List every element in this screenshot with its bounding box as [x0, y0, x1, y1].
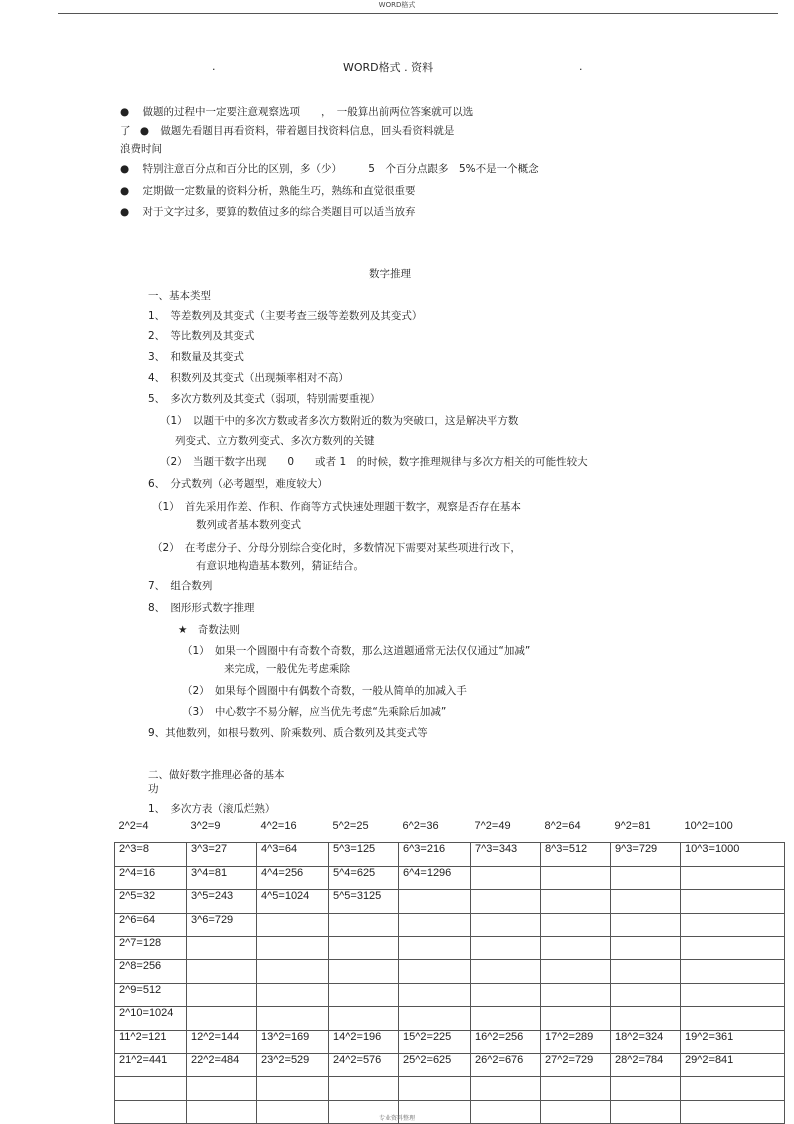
list-subitem: （2） 在考虑分子、分母分别综合变化时，多数情况下需要对某些项进行改下， — [152, 542, 521, 554]
table-cell — [471, 1077, 541, 1100]
page-header-label: WORD格式 — [378, 1, 416, 9]
list-subitem-cont: 数列或者基本数列变式 — [196, 519, 301, 531]
table-cell — [399, 890, 471, 913]
table-cell — [329, 960, 399, 983]
bullet-icon: ● — [139, 125, 150, 137]
table-cell — [329, 1077, 399, 1100]
table-cell — [257, 960, 329, 983]
table-row — [115, 983, 785, 1006]
table-caption: 1、 多次方表（滚瓜烂熟） — [148, 803, 276, 815]
table-cell — [681, 983, 785, 1006]
tip-prefix: 了 — [120, 125, 131, 137]
table-cell: 2^8=256 — [115, 960, 187, 983]
list-item: 3、 和数量及其变式 — [148, 351, 244, 363]
part2-title-cont: 功 — [148, 783, 159, 795]
table-cell: 5^4=625 — [329, 866, 399, 889]
table-cell — [329, 913, 399, 936]
table-cell — [681, 1007, 785, 1030]
table-cell: 17^2=289 — [541, 1030, 611, 1053]
table-row — [115, 1007, 785, 1030]
table-cell — [681, 1077, 785, 1100]
list-item: 4、 积数列及其变式（出现频率相对不高） — [148, 372, 349, 384]
tip-item — [120, 161, 539, 176]
tip-text: 做题的过程中一定要注意观察选项 ， 一般算出前两位答案就可以选 — [142, 106, 474, 118]
table-cell — [257, 1077, 329, 1100]
tip-item — [120, 104, 473, 119]
table-cell: 2^7=128 — [115, 936, 187, 959]
table-cell — [257, 913, 329, 936]
table-cell: 6^3=216 — [399, 843, 471, 866]
table-cell: 3^5=243 — [187, 890, 257, 913]
table-cell: 4^3=64 — [257, 843, 329, 866]
table-cell — [471, 960, 541, 983]
table-cell — [471, 983, 541, 1006]
table-cell — [611, 983, 681, 1006]
table-cell — [115, 1077, 187, 1100]
table-cell — [541, 890, 611, 913]
table-cell: 9^3=729 — [611, 843, 681, 866]
table-cell: 2^10=1024 — [115, 1007, 187, 1030]
section-title: 数字推理 — [369, 268, 411, 280]
list-item: 9、其他数列，如根号数列、阶乘数列、质合数列及其变式等 — [148, 727, 428, 739]
list-item: 8、 图形形式数字推理 — [148, 602, 255, 614]
table-cell — [541, 913, 611, 936]
table-row — [115, 843, 785, 866]
table-cell — [187, 936, 257, 959]
table-cell — [611, 866, 681, 889]
bullet-icon: ● — [120, 163, 130, 175]
table-row — [115, 866, 785, 889]
page-footer: 专业资料整理 — [378, 1115, 415, 1122]
table-cell: 9^2=81 — [614, 820, 651, 832]
table-cell: 28^2=784 — [611, 1053, 681, 1076]
tip-text: 特别注意百分点和百分比的区别，多（少） 5 个百分点跟多 5%不是一个概念 — [142, 163, 539, 175]
table-cell: 5^3=125 — [329, 843, 399, 866]
table-cell: 13^2=169 — [257, 1030, 329, 1053]
table-cell: 3^4=81 — [187, 866, 257, 889]
table-cell: 2^4=16 — [115, 866, 187, 889]
bullet-icon: ● — [120, 106, 130, 118]
title-dot-left: . — [212, 60, 216, 73]
table-cell — [329, 983, 399, 1006]
table-cell: 23^2=529 — [257, 1053, 329, 1076]
list-subitem: （1） 以题干中的多次方数或者多次方数附近的数为突破口，这是解决平方数 — [160, 415, 519, 427]
table-row — [115, 890, 785, 913]
table-cell: 29^2=841 — [681, 1053, 785, 1076]
table-cell — [471, 1007, 541, 1030]
table-cell: 19^2=361 — [681, 1030, 785, 1053]
tip-text: 做题先看题目再看资料，带着题目找资料信息，回头看资料就是 — [160, 125, 455, 137]
table-row — [115, 1053, 785, 1076]
table-cell: 2^9=512 — [115, 983, 187, 1006]
list-item: 1、 等差数列及其变式（主要考查三级等差数列及其变式） — [148, 310, 423, 322]
list-subitem: （1） 如果一个圆圈中有奇数个奇数，那么这道题通常无法仅仅通过“加减” — [182, 645, 531, 657]
list-subitem-cont: 列变式、立方数列变式、多次方数列的关键 — [175, 435, 375, 447]
header-rule — [58, 13, 778, 14]
table-cell: 21^2=441 — [115, 1053, 187, 1076]
table-cell: 22^2=484 — [187, 1053, 257, 1076]
table-cell — [257, 936, 329, 959]
table-cell — [541, 1007, 611, 1030]
list-item: 5、 多次方数列及其变式（弱项，特别需要重视） — [148, 393, 381, 405]
table-cell — [471, 936, 541, 959]
table-cell — [611, 936, 681, 959]
bullet-icon: ● — [120, 206, 130, 218]
tip-item — [120, 123, 454, 138]
table-cell: 25^2=625 — [399, 1053, 471, 1076]
tip-text: 对于文字过多，要算的数值过多的综合类题目可以适当放弃 — [142, 206, 416, 218]
table-cell — [187, 983, 257, 1006]
table-cell: 2^3=8 — [115, 843, 187, 866]
table-cell: 4^5=1024 — [257, 890, 329, 913]
table-cell — [611, 913, 681, 936]
list-item: 7、 组合数列 — [148, 580, 213, 592]
table-cell: 3^6=729 — [187, 913, 257, 936]
table-cell: 8^2=64 — [544, 820, 581, 832]
table-cell: 3^3=27 — [187, 843, 257, 866]
table-cell — [187, 960, 257, 983]
list-item: 2、 等比数列及其变式 — [148, 330, 255, 342]
table-cell: 2^6=64 — [115, 913, 187, 936]
tip-item — [120, 204, 416, 219]
table-cell — [257, 1007, 329, 1030]
table-cell — [399, 960, 471, 983]
part1-title: 一、基本类型 — [148, 290, 211, 302]
list-item: 6、 分式数列（必考题型，难度较大） — [148, 478, 328, 490]
table-cell: 27^2=729 — [541, 1053, 611, 1076]
table-cell: 15^2=225 — [399, 1030, 471, 1053]
table-cell — [681, 866, 785, 889]
table-cell — [541, 936, 611, 959]
table-cell: 3^2=9 — [190, 820, 221, 832]
table-cell: 2^5=32 — [115, 890, 187, 913]
table-cell — [399, 936, 471, 959]
table-cell: 24^2=576 — [329, 1053, 399, 1076]
bullet-icon: ● — [120, 185, 130, 197]
table-row — [115, 936, 785, 959]
table-cell — [681, 913, 785, 936]
table-row — [115, 960, 785, 983]
rule-heading: ★ 奇数法则 — [178, 624, 240, 636]
list-subitem: （2） 如果每个圆圈中有偶数个奇数，一般从简单的加减入手 — [182, 685, 467, 697]
tip-text: 定期做一定数量的资料分析，熟能生巧，熟练和直觉很重要 — [142, 185, 416, 197]
tip-text: 浪费时间 — [120, 143, 162, 155]
table-cell: 6^2=36 — [402, 820, 439, 832]
page-title: WORD格式 . 资料 — [343, 61, 434, 74]
power-table — [114, 820, 785, 1124]
table-cell: 10^2=100 — [684, 820, 733, 832]
table-cell — [611, 1007, 681, 1030]
table-cell — [681, 890, 785, 913]
table-cell: 14^2=196 — [329, 1030, 399, 1053]
table-cell — [681, 936, 785, 959]
table-cell: 26^2=676 — [471, 1053, 541, 1076]
table-cell — [541, 983, 611, 1006]
table-cell: 18^2=324 — [611, 1030, 681, 1053]
table-cell — [471, 866, 541, 889]
table-row — [115, 913, 785, 936]
list-subitem: （2） 当题干数字出现 0 或者 1 的时候，数字推理规律与多次方相关的可能性较大 — [160, 456, 588, 468]
table-cell: 16^2=256 — [471, 1030, 541, 1053]
table-cell — [541, 866, 611, 889]
table-cell: 11^2=121 — [115, 1030, 187, 1053]
part2-title: 二、做好数字推理必备的基本 — [148, 769, 285, 781]
table-cell: 5^2=25 — [332, 820, 369, 832]
table-cell — [611, 1077, 681, 1100]
table-cell: 4^4=256 — [257, 866, 329, 889]
table-cell: 7^2=49 — [474, 820, 511, 832]
list-subitem: （1） 首先采用作差、作积、作商等方式快速处理题干数字，观察是否存在基本 — [152, 501, 521, 513]
list-subitem: （3） 中心数字不易分解，应当优先考虑“先乘除后加减” — [182, 706, 447, 718]
table-row — [115, 1030, 785, 1053]
table-cell — [329, 1007, 399, 1030]
table-cell — [471, 890, 541, 913]
table-cell: 12^2=144 — [187, 1030, 257, 1053]
table-cell: 10^3=1000 — [681, 843, 785, 866]
table-cell — [187, 1007, 257, 1030]
table-cell — [329, 936, 399, 959]
table-row — [115, 820, 785, 843]
tip-item — [120, 183, 416, 198]
table-cell: 8^3=512 — [541, 843, 611, 866]
table-cell — [187, 1077, 257, 1100]
table-cell: 4^2=16 — [260, 820, 297, 832]
table-cell — [257, 983, 329, 1006]
table-cell — [611, 890, 681, 913]
title-dot-right: . — [579, 60, 583, 73]
table-row — [115, 1077, 785, 1100]
table-cell: 6^4=1296 — [399, 866, 471, 889]
table-cell — [541, 960, 611, 983]
table-cell — [611, 960, 681, 983]
table-cell — [541, 1077, 611, 1100]
list-subitem-cont: 来完成，一般优先考虑乘除 — [224, 663, 350, 675]
table-cell — [399, 913, 471, 936]
list-subitem-cont: 有意识地构造基本数列，猜证结合。 — [196, 560, 364, 572]
table-cell — [399, 1007, 471, 1030]
table-cell — [471, 913, 541, 936]
table-cell — [681, 960, 785, 983]
table-cell — [399, 983, 471, 1006]
table-cell: 5^5=3125 — [329, 890, 399, 913]
table-cell: 2^2=4 — [118, 820, 149, 832]
table-cell: 7^3=343 — [471, 843, 541, 866]
table-cell — [399, 1077, 471, 1100]
